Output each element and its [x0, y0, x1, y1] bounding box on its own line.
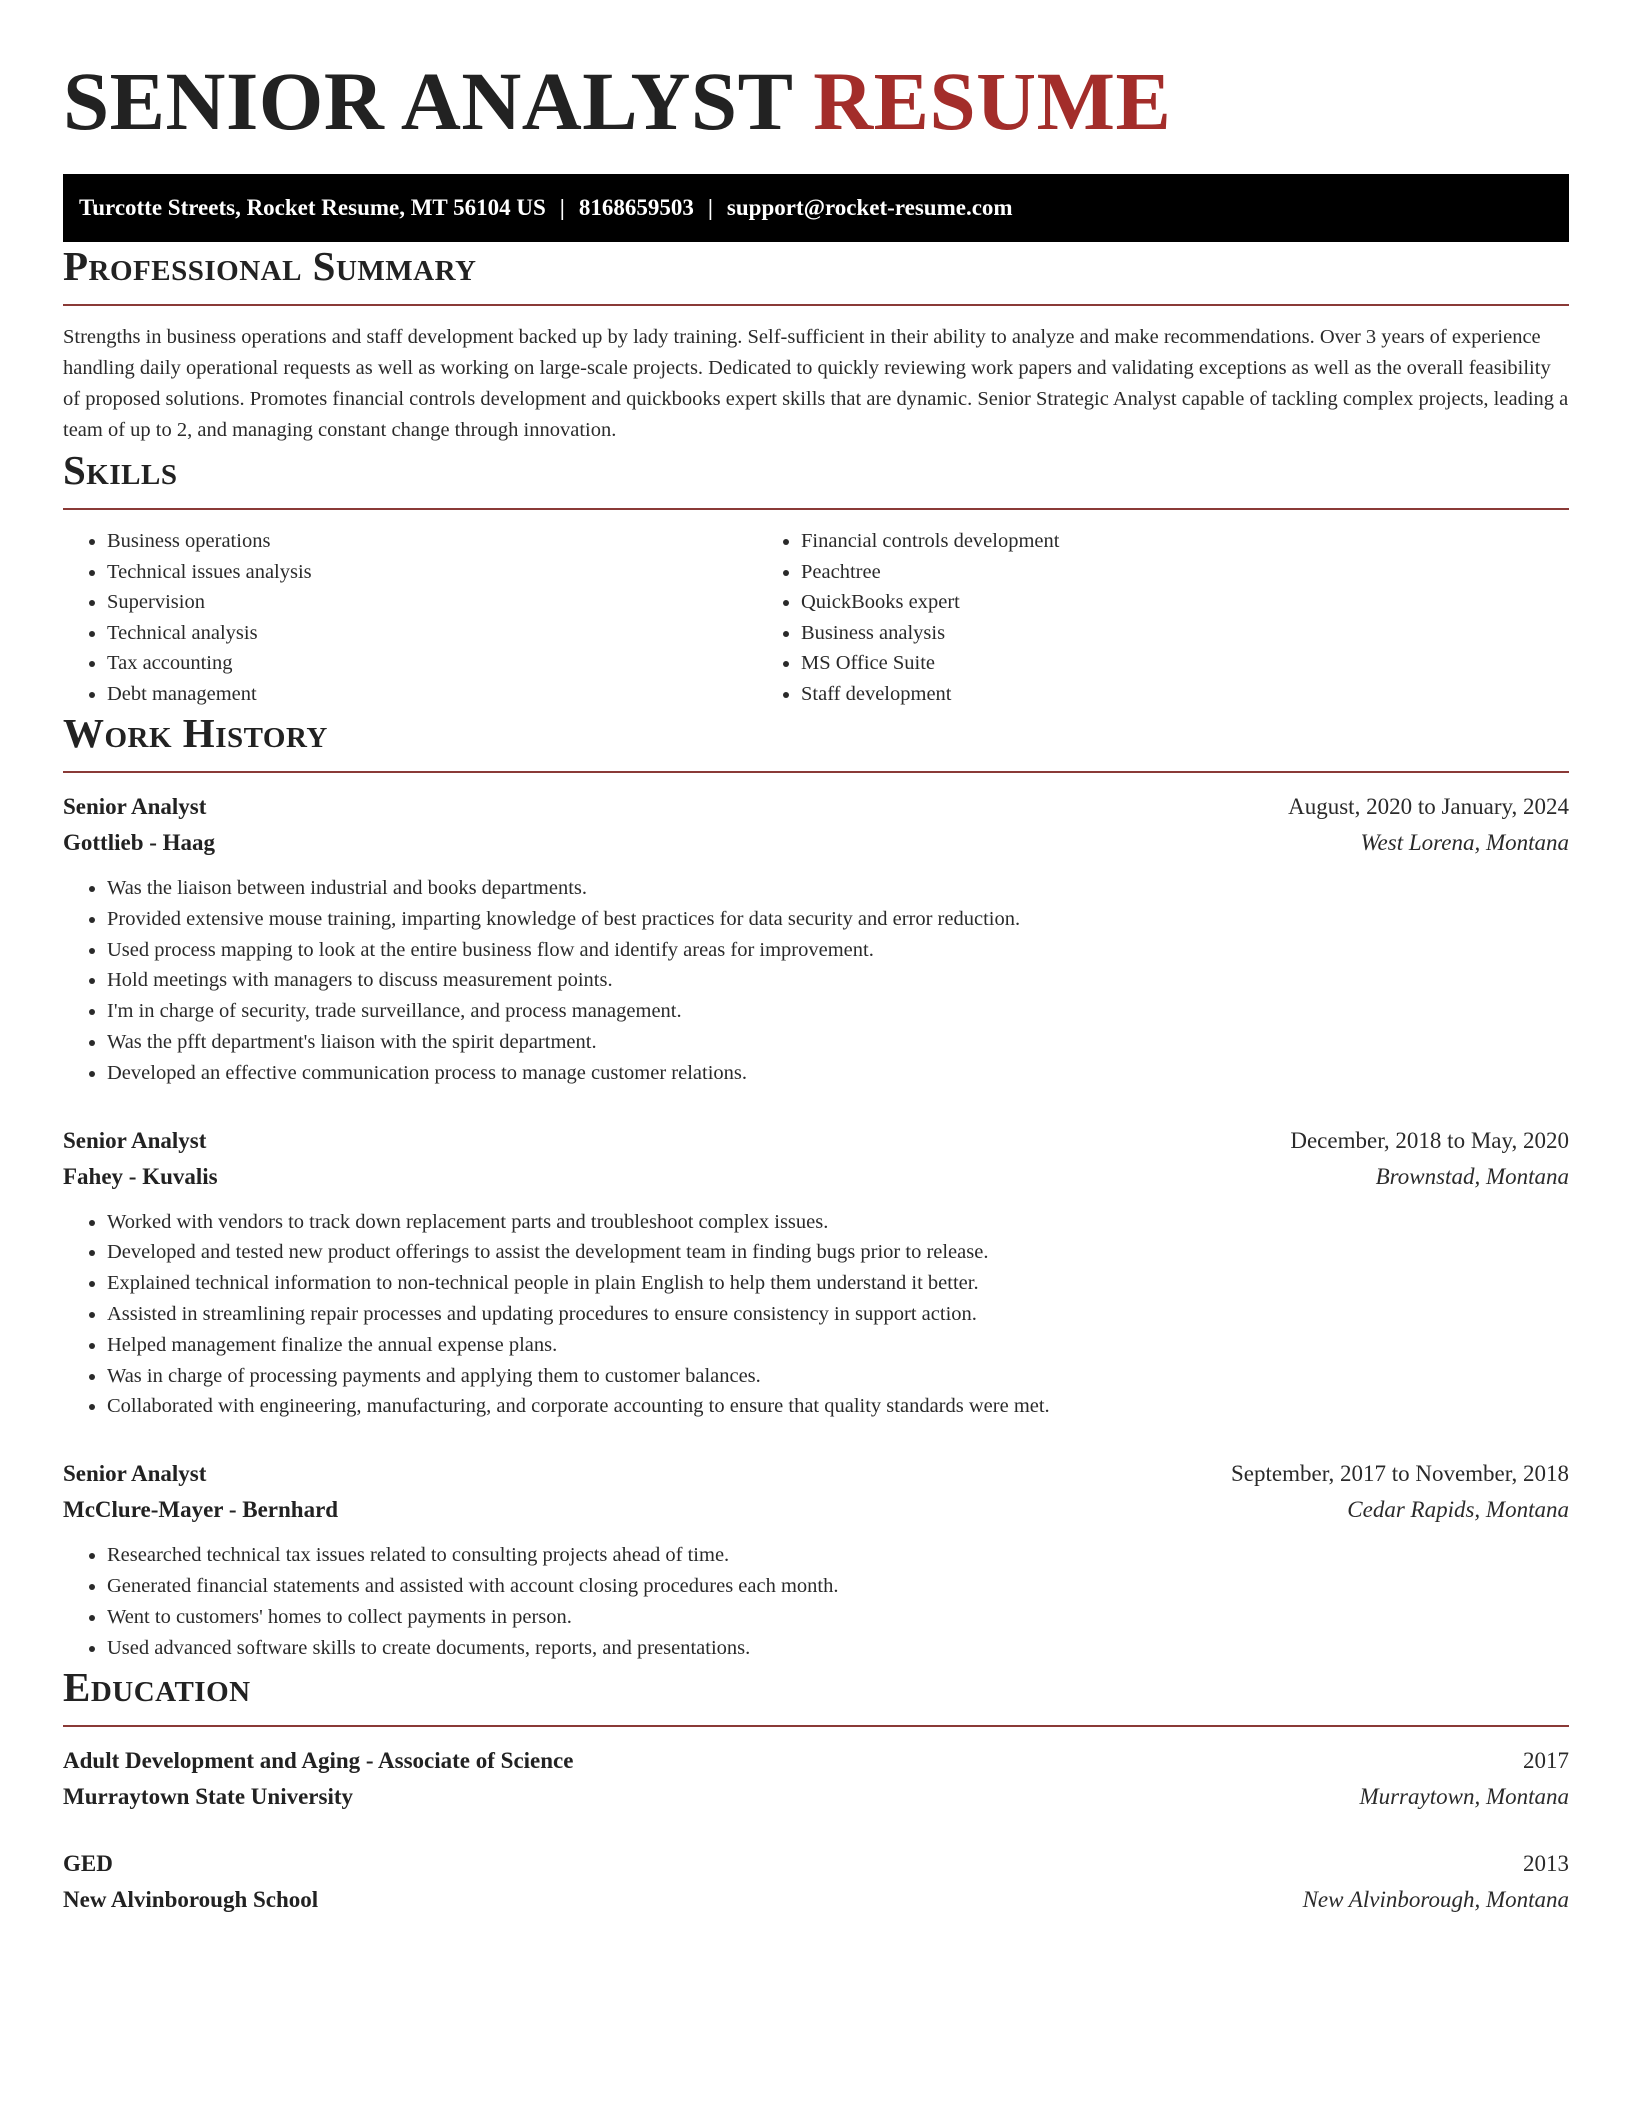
education-location: New Alvinborough, Montana	[1302, 1887, 1569, 1913]
contact-email[interactable]: support@rocket-resume.com	[726, 195, 1013, 220]
skill-item: • Technical analysis	[107, 618, 757, 649]
summary-text: Strengths in business operations and staff development backed up by lady training. Self-sufficient in their ability to analyze and make recommendations. Over 3 years of experience handling daily operational requests as well as working on large-scale projects. Dedicated to quickly reviewing work papers and validating exceptions as well as the overall feasibility of proposed solutions. Promotes financial controls development and quickbooks expert skills that are dynamic. Senior Strategic Analyst capable of tackling complex projects, leading a team of up to 2, and managing constant change through innovation.	[63, 326, 1569, 441]
job-bullet: • Developed and tested new product offerings to assist the development team in finding bugs prior to release.	[107, 1237, 1569, 1268]
title-accent: RESUME	[813, 55, 1172, 147]
job-bullet: • Developed an effective communication process to manage customer relations.	[107, 1058, 1569, 1089]
education-degree-row	[63, 1743, 1569, 1779]
skill-item: • MS Office Suite	[801, 648, 1451, 679]
skill-item: • QuickBooks expert	[801, 587, 1451, 618]
job-company-row	[63, 1159, 1569, 1195]
contact-bar	[63, 174, 1569, 242]
job-bullet: • Went to customers' homes to collect payments in person.	[107, 1602, 1569, 1633]
job-bullets	[63, 1540, 1569, 1663]
education-entry	[63, 1743, 1569, 1815]
job-dates: September, 2017 to November, 2018	[1231, 1461, 1569, 1487]
job-bullet: • Researched technical tax issues related to consulting projects ahead of time.	[107, 1540, 1569, 1571]
job-title: Senior Analyst	[63, 1127, 207, 1153]
job-header-row	[63, 789, 1569, 825]
job-bullet: • Explained technical information to non-technical people in plain English to help them understand it better.	[107, 1268, 1569, 1299]
education-degree: Adult Development and Aging - Associate of Science	[63, 1748, 574, 1774]
job-dates: December, 2018 to May, 2020	[1290, 1127, 1569, 1153]
job-bullet: • Used advanced software skills to create documents, reports, and presentations.	[107, 1633, 1569, 1664]
job-bullets	[63, 1207, 1569, 1423]
education-degree-row	[63, 1846, 1569, 1882]
contact-phone[interactable]: 8168659503	[578, 195, 694, 220]
job-company: McClure-Mayer - Bernhard	[63, 1497, 339, 1523]
skill-item: • Debt management	[107, 679, 757, 710]
job-bullet: • Was the pfft department's liaison with the spirit department.	[107, 1027, 1569, 1058]
education-school-row	[63, 1882, 1569, 1918]
education-year: 2013	[1523, 1851, 1569, 1877]
section-divider	[63, 508, 1569, 510]
job-entry	[63, 1123, 1569, 1423]
skill-item: • Peachtree	[801, 557, 1451, 588]
skill-item: • Business analysis	[801, 618, 1451, 649]
skills-heading: Skills	[63, 447, 178, 493]
skills-list	[63, 526, 1569, 709]
job-bullet: • Provided extensive mouse training, imparting knowledge of best practices for data security and error reduction.	[107, 904, 1569, 935]
job-location: Cedar Rapids, Montana	[1347, 1497, 1569, 1523]
job-bullet: • Worked with vendors to track down replacement parts and troubleshoot complex issues.	[107, 1207, 1569, 1238]
job-title: Senior Analyst	[63, 1461, 207, 1487]
job-header-row	[63, 1456, 1569, 1492]
job-location: West Lorena, Montana	[1360, 830, 1569, 855]
job-bullet: • Assisted in streamlining repair processes and updating procedures to ensure consistency in support action.	[107, 1299, 1569, 1330]
job-company-row	[63, 825, 1569, 861]
skill-item: • Supervision	[107, 587, 757, 618]
skill-item: • Staff development	[801, 679, 1451, 710]
contact-separator: |	[559, 195, 565, 220]
job-bullet: • Helped management finalize the annual expense plans.	[107, 1330, 1569, 1361]
job-company-row	[63, 1492, 1569, 1528]
job-title: Senior Analyst	[63, 794, 207, 819]
education-school-row	[63, 1779, 1569, 1815]
skills-column-left	[63, 526, 757, 709]
education-heading: Education	[63, 1664, 251, 1711]
education-year: 2017	[1523, 1748, 1569, 1774]
job-bullet: • I'm in charge of security, trade surveillance, and process management.	[107, 996, 1569, 1027]
education-school: New Alvinborough School	[63, 1887, 319, 1913]
contact-address: Turcotte Streets, Rocket Resume, MT 56104 US	[79, 195, 546, 220]
education-degree: GED	[63, 1851, 113, 1877]
summary-heading: Professional Summary	[63, 243, 477, 289]
job-bullet: • Collaborated with engineering, manufacturing, and corporate accounting to ensure that quality standards were met.	[107, 1391, 1569, 1422]
job-entry	[63, 789, 1569, 1089]
resume-title	[63, 0, 1569, 146]
job-header-row	[63, 1123, 1569, 1159]
section-divider	[63, 1725, 1569, 1727]
job-entry	[63, 1456, 1569, 1663]
education-school: Murraytown State University	[63, 1784, 354, 1810]
job-company: Gottlieb - Haag	[63, 830, 216, 855]
education-location: Murraytown, Montana	[1359, 1784, 1569, 1810]
job-bullets	[63, 873, 1569, 1089]
section-divider	[63, 771, 1569, 773]
job-bullet: • Hold meetings with managers to discuss measurement points.	[107, 965, 1569, 996]
skill-item: • Tax accounting	[107, 648, 757, 679]
work-history-heading: Work History	[63, 710, 328, 756]
skill-item: • Business operations	[107, 526, 757, 557]
job-company: Fahey - Kuvalis	[63, 1163, 218, 1189]
skill-item: • Technical issues analysis	[107, 557, 757, 588]
title-main: SENIOR ANALYST	[63, 55, 792, 147]
skill-item: • Financial controls development	[801, 526, 1451, 557]
job-dates: August, 2020 to January, 2024	[1288, 794, 1569, 819]
job-location: Brownstad, Montana	[1375, 1163, 1569, 1189]
job-bullet: • Was in charge of processing payments and applying them to customer balances.	[107, 1361, 1569, 1392]
job-bullet: • Used process mapping to look at the entire business flow and identify areas for improvement.	[107, 935, 1569, 966]
education-entry	[63, 1846, 1569, 1918]
job-bullet: • Was the liaison between industrial and books departments.	[107, 873, 1569, 904]
skills-column-right	[757, 526, 1451, 709]
section-divider	[63, 304, 1569, 306]
job-bullet: • Generated financial statements and assisted with account closing procedures each month.	[107, 1571, 1569, 1602]
contact-separator: |	[707, 195, 713, 220]
